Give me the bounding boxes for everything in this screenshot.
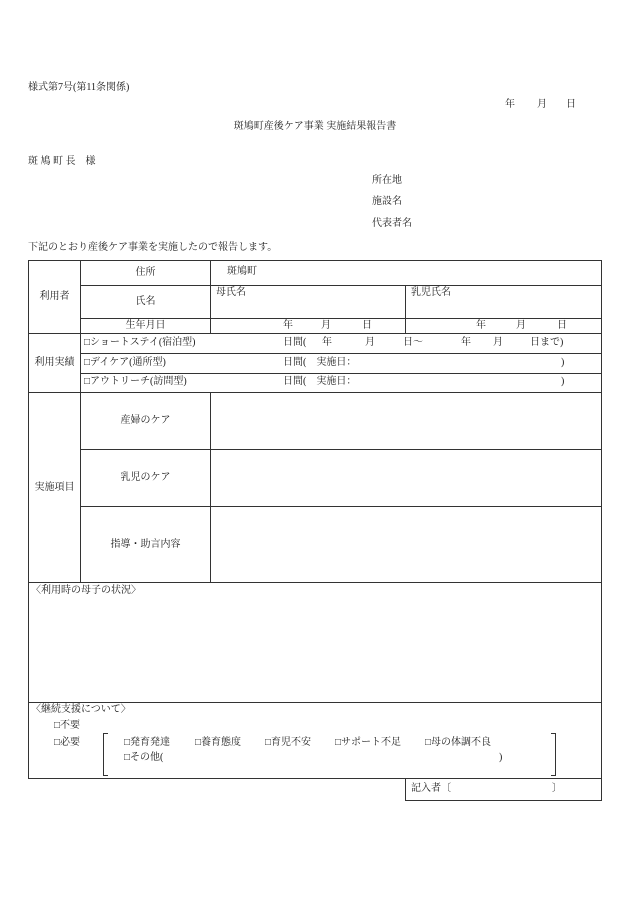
date-year: 年 <box>505 99 515 110</box>
mother-name-label: 母氏名 <box>216 287 246 298</box>
mother-birth-month: 月 <box>321 320 331 331</box>
document-title: 斑鳩町産後ケア事業 実施結果報告書 <box>233 121 397 132</box>
infant-name-label: 乳児氏名 <box>411 287 451 298</box>
guidance-content <box>210 506 602 583</box>
status-section <box>28 582 602 703</box>
infant-birth-year: 年 <box>476 320 486 331</box>
infant-birth-month: 月 <box>516 320 526 331</box>
left-bracket <box>103 733 108 776</box>
short-stay-end-year: 年 <box>461 337 471 348</box>
infant-care-content <box>210 449 602 507</box>
day-care-days: 日間( 実施日： <box>283 357 357 368</box>
date-month: 月 <box>537 99 547 110</box>
mother-birth-day: 日 <box>362 320 372 331</box>
writer-label: 記入者〔 <box>411 783 451 794</box>
reason-parenting-anxiety: □育児不安 <box>265 737 312 748</box>
birthdate-label-cell <box>80 318 211 334</box>
short-stay-end-month: 月 <box>493 337 503 348</box>
name-label-cell <box>80 285 211 319</box>
address-label: 住所 <box>135 267 156 278</box>
mother-birthdate-cell <box>210 318 406 334</box>
reason-mother-health: □母の体調不良 <box>425 737 492 748</box>
name-label: 氏名 <box>135 296 156 307</box>
needed-option: □必要 <box>54 737 81 748</box>
outreach-days: 日間( 実施日： <box>283 376 357 387</box>
intro-text: 下記のとおり産後ケア事業を実施したので報告します。 <box>28 242 278 253</box>
mother-birth-year: 年 <box>283 320 293 331</box>
continuation-heading: 〈継続支援について〉 <box>31 704 131 715</box>
maternal-care-content <box>210 392 602 450</box>
birthdate-label: 生年月日 <box>125 320 166 331</box>
short-stay-start-year: 年 <box>322 337 332 348</box>
date-day: 日 <box>566 99 576 110</box>
guidance-label-cell <box>80 506 211 583</box>
infant-birth-day: 日 <box>557 320 567 331</box>
address-value: 斑鳩町 <box>227 266 257 277</box>
form-number: 様式第7号(第11条関係) <box>28 82 130 93</box>
reason-other: □その他( <box>124 752 164 763</box>
day-care-option: □デイケア(通所型) <box>84 357 166 368</box>
address-value-cell <box>210 260 602 286</box>
reason-lack-of-support: □サポート不足 <box>335 737 402 748</box>
address-label-cell <box>80 260 211 286</box>
status-heading: 〈利用時の母子の状況〉 <box>31 585 141 596</box>
infant-care-label: 乳児のケア <box>120 472 171 483</box>
maternal-care-label: 産婦のケア <box>120 415 171 426</box>
usage-section-label <box>28 333 81 393</box>
outreach-close: ) <box>561 376 565 387</box>
reason-development: □発育発達 <box>124 737 171 748</box>
sender-address-label: 所在地 <box>372 175 402 186</box>
sender-facility-label: 施設名 <box>372 196 402 207</box>
writer-close: 〕 <box>552 783 562 794</box>
short-stay-end-day: 日まで) <box>530 337 564 348</box>
reason-parenting-attitude: □養育態度 <box>195 737 242 748</box>
infant-birthdate-cell <box>405 318 602 334</box>
guidance-label: 指導・助言内容 <box>110 538 181 550</box>
reason-other-close: ) <box>499 752 503 763</box>
user-section-label <box>28 260 81 334</box>
short-stay-option: □ショートステイ(宿泊型) <box>84 337 196 348</box>
items-section-label <box>28 392 81 583</box>
maternal-care-label-cell <box>80 392 211 450</box>
right-bracket <box>551 733 556 776</box>
addressee: 斑 鳩 町 長 様 <box>28 156 96 167</box>
usage-section-label-text: 利用実績 <box>34 357 75 368</box>
not-needed-option: □不要 <box>54 720 81 731</box>
items-section-label-text: 実施項目 <box>34 481 75 493</box>
user-section-label-text: 利用者 <box>39 291 70 302</box>
short-stay-start-day: 日〜 <box>403 337 423 348</box>
infant-care-label-cell <box>80 449 211 507</box>
sender-representative-label: 代表者名 <box>372 218 412 229</box>
outreach-option: □アウトリーチ(訪問型) <box>84 376 187 387</box>
day-care-close: ) <box>561 357 565 368</box>
short-stay-start-month: 月 <box>365 337 375 348</box>
short-stay-days: 日間( <box>283 337 307 348</box>
